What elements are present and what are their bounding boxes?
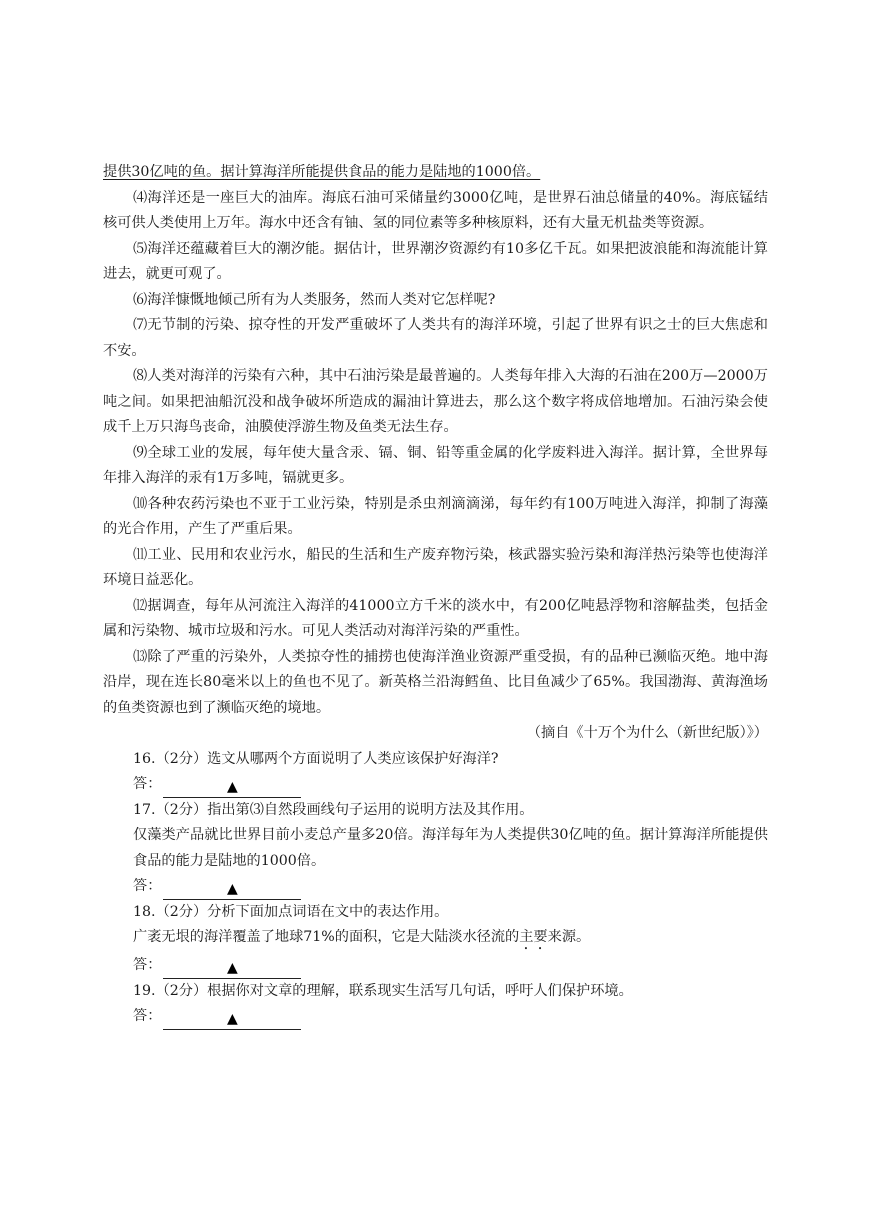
dotted-word: 主要 [519,929,548,945]
quote-text-post: 来源。 [547,929,591,945]
source-citation: （摘自《十万个为什么（新世纪版）》） [526,725,768,741]
top-underlined-line: 提供30亿吨的鱼。据计算海洋所能提供食品的能力是陆地的1000倍。 [103,164,541,180]
answer-blank[interactable] [163,1009,301,1030]
triangle-icon: ▲ [227,959,238,976]
quote-text-pre: 广袤无垠的海洋覆盖了地球71%的面积，它是大陆淡水径流的 [133,929,520,945]
answer-blank[interactable] [163,879,301,900]
question-17-quote: 仅藻类产品就比世界目前小麦总产量多20倍。海洋每年为人类提供30亿吨的鱼。据计算海洋所能提供食品的能力是陆地的1000倍。 [133,827,768,869]
answer-blank[interactable] [163,777,301,798]
answer-label: 答： [133,878,162,894]
paragraph-6: ⑹海洋慷慨地倾己所有为人类服务，然而人类对它怎样呢? [133,291,496,308]
paragraph-5: ⑸海洋还蕴藏着巨大的潮汐能。据估计，世界潮汐资源约有10多亿千瓦。如果把波浪能和海流能计算进去，就更可观了。 [103,240,768,282]
question-18: 18.（2分）分析下面加点词语在文中的表达作用。 [133,903,449,920]
question-18-quote [103,925,768,953]
paragraph-10: ⑽各种农药污染也不亚于工业污染，特别是杀虫剂滴滴涕，每年约有100万吨进入海洋，抑制了海藻的光合作用，产生了严重后果。 [103,495,768,537]
paragraph-7: ⑺无节制的污染、掠夺性的开发严重破坏了人类共有的海洋环境，引起了世界有识之士的巨大焦虑和不安。 [103,317,768,359]
answer-label: 答： [133,1008,162,1024]
answer-label: 答： [133,957,162,973]
answer-17[interactable] [103,874,768,900]
question-19: 19.（2分）根据你对文章的理解，联系现实生活写几句话，呼吁人们保护环境。 [133,982,633,999]
paragraph-9: ⑼全球工业的发展，每年使大量含汞、镉、铜、铅等重金属的化学废料进入海洋。据计算，全世界每年排入海洋的汞有1万多吨，镉就更多。 [103,444,768,486]
paragraph-12: ⑿据调查，每年从河流注入海洋的41000立方千米的淡水中，有200亿吨悬浮物和溶解盐类，包括金属和污染物、城市垃圾和污水。可见人类活动对海洋污染的严重性。 [103,597,768,639]
answer-label: 答： [133,776,162,792]
answer-16[interactable] [103,772,768,798]
triangle-icon: ▲ [227,778,238,795]
paragraph-13: ⒀除了严重的污染外，人类掠夺性的捕捞也使海洋渔业资源严重受损，有的品种已濒临灭绝。地中海沿岸，现在连长80毫米以上的鱼也不见了。新英格兰沿海鳕鱼、比目鱼减少了65%。我国渤海、黄海渔场的鱼类资源也到了濒临灭绝的境地。 [103,648,768,716]
answer-18[interactable] [103,953,768,979]
triangle-icon: ▲ [227,880,238,897]
paragraph-11: ⑾工业、民用和农业污水，船民的生活和生产废弃物污染，核武器实验污染和海洋热污染等也使海洋环境日益恶化。 [103,546,768,588]
paragraph-8: ⑻人类对海洋的污染有六种，其中石油污染是最普遍的。人类每年排入大海的石油在200万—2000万吨之间。如果把油船沉没和战争破坏所造成的漏油计算进去，那么这个数字将成倍地增加。石油污染会使成千上万只海鸟丧命，油膜使浮游生物及鱼类无法生存。 [103,368,768,435]
answer-blank[interactable] [163,958,301,979]
paragraph-4: ⑷海洋还是一座巨大的油库。海底石油可采储量约3000亿吨，是世界石油总储量的40%。海底锰结核可供人类使用上万年。海水中还含有铀、氢的同位素等多种核原料，还有大量无机盐类等资源。 [103,189,768,231]
question-16: 16.（2分）选文从哪两个方面说明了人类应该保护好海洋? [133,750,499,767]
triangle-icon: ▲ [227,1010,238,1027]
answer-19[interactable] [103,1004,768,1030]
document-page [103,160,768,1030]
question-17: 17.（2分）指出第⑶自然段画线句子运用的说明方法及其作用。 [133,801,534,818]
